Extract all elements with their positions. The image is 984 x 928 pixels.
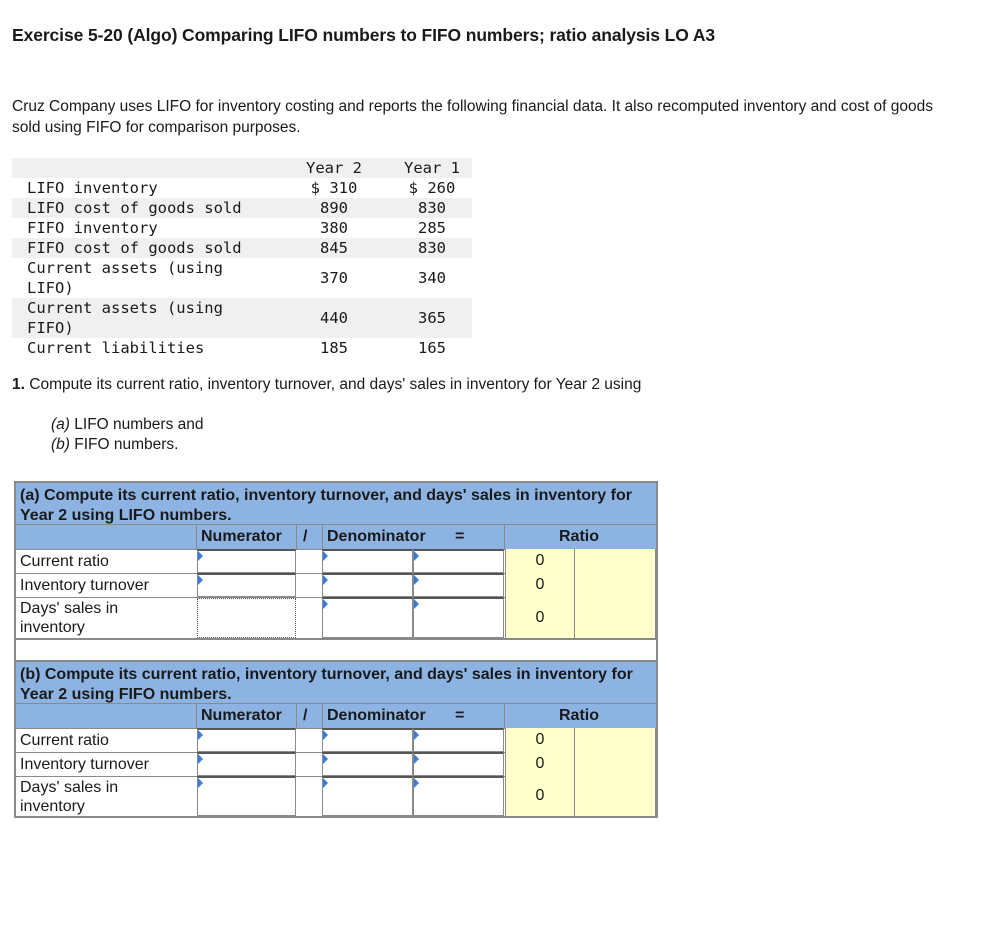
- question-parts: [51, 415, 204, 455]
- header-divider: [196, 525, 197, 549]
- question-text: Compute its current ratio, inventory turnover, and days' sales in inventory for Year 2 using: [29, 376, 642, 393]
- current-ratio-value: 0: [505, 549, 575, 573]
- equals-header: =: [455, 707, 465, 724]
- year2-header: Year 2: [306, 159, 362, 177]
- year1-value: 830: [418, 239, 446, 257]
- question-number: 1.: [12, 376, 25, 393]
- row-label: Current assets (using LIFO): [27, 259, 223, 297]
- inventory-turnover-value: 0: [505, 573, 575, 597]
- year1-value: 830: [418, 199, 446, 217]
- part-a-letter: (a): [51, 416, 70, 433]
- question-1: [12, 376, 641, 394]
- header-divider: [196, 704, 197, 728]
- ratio-blank-cell: [575, 728, 656, 752]
- year2-value: 845: [320, 239, 348, 257]
- table-row: [12, 238, 472, 258]
- ratio-blank-cell: [575, 573, 656, 597]
- numerator-header: Numerator: [201, 707, 282, 724]
- year2-value: 380: [320, 219, 348, 237]
- intro-paragraph: Cruz Company uses LIFO for inventory costing and reports the following financial data. It also recomputed inventory and cost of goods sold using FIFO for comparison purposes.: [12, 98, 934, 136]
- denominator-header: Denominator: [327, 707, 426, 724]
- current-ratio-denominator-input[interactable]: [322, 728, 413, 752]
- current-ratio-label: Current ratio: [20, 553, 109, 570]
- numerator-header: Numerator: [201, 528, 282, 545]
- year2-value: 890: [320, 199, 348, 217]
- table-row: [12, 338, 472, 358]
- ratio-header: Ratio: [559, 707, 599, 724]
- row-label: FIFO cost of goods sold: [27, 239, 242, 257]
- inventory-turnover-result-input[interactable]: [413, 752, 504, 776]
- days-sales-result-input[interactable]: [413, 776, 504, 816]
- year1-value: $ 260: [408, 179, 456, 197]
- days-sales-label: Days' sales in inventory: [20, 779, 119, 815]
- ratio-header: Ratio: [559, 528, 599, 545]
- current-ratio-result-input[interactable]: [413, 728, 504, 752]
- current-ratio-value: 0: [505, 728, 575, 752]
- year2-value: 185: [320, 339, 348, 357]
- ratio-blank-cell: [575, 597, 656, 638]
- part-a-text: LIFO numbers and: [74, 416, 204, 433]
- days-sales-denominator-input[interactable]: [322, 597, 413, 638]
- current-ratio-numerator-input[interactable]: [197, 728, 296, 752]
- ratio-blank-cell: [575, 752, 656, 776]
- lifo-worksheet-heading: (a) Compute its current ratio, inventory turnover, and days' sales in inventory for Year 2 using LIFO numbers.: [16, 483, 656, 525]
- part-a-line: [51, 415, 204, 435]
- days-sales-value: 0: [505, 776, 575, 816]
- part-b-letter: (b): [51, 436, 70, 453]
- equals-header: =: [455, 528, 465, 545]
- fifo-worksheet: [14, 660, 658, 818]
- header-divider: [322, 704, 323, 728]
- inventory-turnover-label: Inventory turnover: [20, 756, 149, 773]
- year2-value: 440: [320, 309, 348, 327]
- inventory-turnover-numerator-input[interactable]: [197, 573, 296, 597]
- table-row: [12, 218, 472, 238]
- row-label: LIFO cost of goods sold: [27, 199, 242, 217]
- days-sales-denominator-input[interactable]: [322, 776, 413, 816]
- table-row: [12, 298, 472, 338]
- year1-value: 165: [418, 339, 446, 357]
- year1-value: 365: [418, 309, 446, 327]
- header-divider: [296, 525, 297, 549]
- days-sales-numerator-input[interactable]: [197, 598, 296, 638]
- current-ratio-result-input[interactable]: [413, 549, 504, 573]
- row-label: Current assets (using FIFO): [27, 299, 223, 337]
- days-sales-label: Days' sales in inventory: [20, 600, 119, 636]
- ratio-blank-cell: [575, 776, 656, 816]
- year1-header: Year 1: [404, 159, 460, 177]
- ratio-blank-cell: [575, 549, 656, 573]
- header-divider: [296, 704, 297, 728]
- inventory-turnover-denominator-input[interactable]: [322, 752, 413, 776]
- header-divider: [504, 525, 505, 549]
- header-divider: [504, 704, 505, 728]
- table-row: [12, 198, 472, 218]
- current-ratio-denominator-input[interactable]: [322, 549, 413, 573]
- exercise-title: Exercise 5-20 (Algo) Comparing LIFO numbers to FIFO numbers; ratio analysis LO A3: [12, 25, 716, 45]
- fifo-worksheet-heading: (b) Compute its current ratio, inventory turnover, and days' sales in inventory for Year 2 using FIFO numbers.: [16, 662, 656, 704]
- part-b-text: FIFO numbers.: [74, 436, 179, 453]
- inventory-turnover-label: Inventory turnover: [20, 577, 149, 594]
- inventory-turnover-denominator-input[interactable]: [322, 573, 413, 597]
- slash-header: /: [303, 707, 308, 724]
- year1-value: 285: [418, 219, 446, 237]
- part-b-line: [51, 435, 204, 455]
- table-header-row: [12, 158, 472, 178]
- header-divider: [322, 525, 323, 549]
- row-label: LIFO inventory: [27, 179, 158, 197]
- current-ratio-numerator-input[interactable]: [197, 549, 296, 573]
- table-row: [12, 258, 472, 298]
- days-sales-value: 0: [505, 597, 575, 638]
- year2-value: 370: [320, 269, 348, 287]
- row-label: FIFO inventory: [27, 219, 158, 237]
- days-sales-numerator-input[interactable]: [197, 776, 296, 816]
- table-row: [12, 178, 472, 198]
- days-sales-result-input[interactable]: [413, 597, 504, 638]
- year1-value: 340: [418, 269, 446, 287]
- slash-header: /: [303, 528, 308, 545]
- year2-value: $ 310: [310, 179, 358, 197]
- inventory-turnover-result-input[interactable]: [413, 573, 504, 597]
- inventory-turnover-numerator-input[interactable]: [197, 752, 296, 776]
- inventory-turnover-value: 0: [505, 752, 575, 776]
- current-ratio-label: Current ratio: [20, 732, 109, 749]
- lifo-worksheet: [14, 481, 658, 640]
- denominator-header: Denominator: [327, 528, 426, 545]
- row-label: Current liabilities: [27, 339, 205, 357]
- worksheet-spacer: [14, 640, 658, 660]
